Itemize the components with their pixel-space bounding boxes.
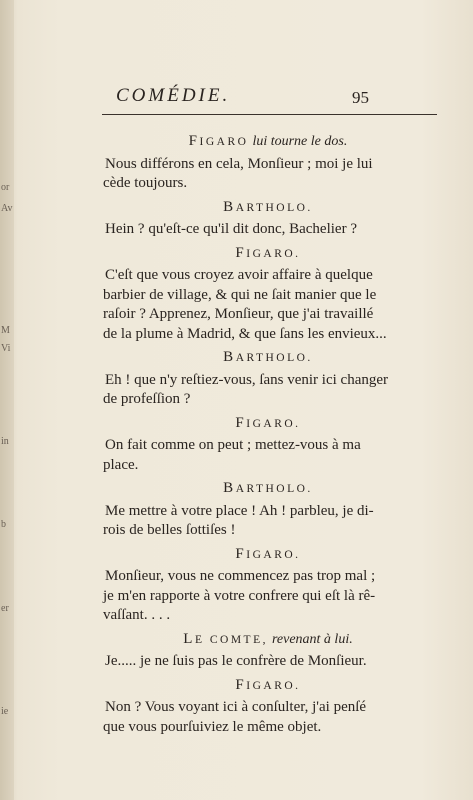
speech (103, 652, 433, 672)
speech (103, 155, 433, 194)
margin-fragment: er (1, 603, 9, 614)
speaker-heading (103, 414, 433, 435)
speaker-heading (103, 348, 433, 369)
speech-line: de profeſſion ? (103, 391, 191, 407)
margin-fragment: M (1, 325, 10, 336)
speech-line: barbier de village, & qui ne ſait manier que le (103, 286, 377, 303)
speech (103, 502, 433, 541)
speaker-heading (103, 676, 433, 697)
speaker-name: BARTHOLO. (223, 198, 313, 215)
speech-line: Hein ? qu'eſt-ce qu'il dit donc, Bachelier ? (105, 221, 357, 237)
speech (103, 567, 433, 626)
margin-fragment: Av (1, 203, 13, 214)
speaker-name: FIGARO. (235, 545, 301, 562)
speaker-heading (103, 132, 433, 153)
header-rule (102, 114, 437, 115)
speech-line: Nous différons en cela, Monſieur ; moi je lui (105, 155, 373, 172)
speaker-name: FIGARO. (235, 244, 301, 261)
speech-line: Me mettre à votre place ! Ah ! parbleu, je di- (105, 502, 374, 519)
speech-line: Eh ! que n'y reſtiez-vous, ſans venir ici changer (105, 371, 389, 388)
page-number: 95 (352, 88, 369, 107)
speech-line: cède toujours. (103, 175, 188, 191)
speech-line: de la plume à Madrid, & que ſans les envieux... (103, 325, 387, 342)
speech-line: je m'en rapporte à votre confrere qui eſt là rê- (103, 587, 376, 604)
speech-line: rois de belles ſottiſes ! (103, 522, 236, 538)
speech-line: On fait comme on peut ; mettez-vous à ma (105, 437, 361, 453)
speech-line: C'eſt que vous croyez avoir affaire à quelque (105, 267, 373, 283)
margin-fragment: in (1, 436, 9, 447)
speaker-heading (103, 244, 433, 265)
speech-line: place. (103, 456, 139, 473)
margin-fragment: b (1, 519, 6, 530)
speech (103, 371, 433, 410)
speech-line: Je..... je ne ſuis pas le confrère de Monſieur. (105, 653, 367, 669)
speech (103, 220, 433, 240)
speech (103, 698, 433, 737)
margin-fragment: ie (1, 706, 9, 717)
speech-line: raſoir ? Apprenez, Monſieur, que j'ai travaillé (103, 306, 374, 322)
speech-line: Non ? Vous voyant ici à conſulter, j'ai penſé (105, 699, 367, 715)
speech (103, 266, 433, 344)
speaker-name: FIGARO (188, 133, 249, 149)
speaker-name: FIGARO. (235, 676, 301, 693)
page-gutter (0, 0, 14, 800)
speech-line: vaſſant. . . . (103, 607, 171, 623)
speaker-name: FIGARO. (235, 414, 301, 431)
speaker-name: BARTHOLO. (223, 349, 313, 365)
speech-line: que vous pourſuiviez le même objet. (103, 718, 322, 735)
speaker-heading (103, 545, 433, 566)
speaker-heading (103, 630, 433, 651)
speaker-name: LE COMTE, (183, 630, 268, 647)
stage-direction: revenant à lui. (271, 631, 353, 647)
margin-fragment: Vi (1, 343, 11, 354)
speech (103, 436, 433, 475)
dialogue-text (103, 128, 433, 739)
margin-fragment: or (1, 182, 10, 193)
speaker-heading (103, 479, 433, 500)
running-title: COMÉDIE. (116, 85, 231, 106)
speaker-heading (103, 198, 433, 219)
speaker-name: BARTHOLO. (223, 480, 313, 496)
speech-line: Monſieur, vous ne commencez pas trop mal ; (105, 568, 376, 584)
stage-direction: lui tourne le dos. (252, 134, 348, 149)
